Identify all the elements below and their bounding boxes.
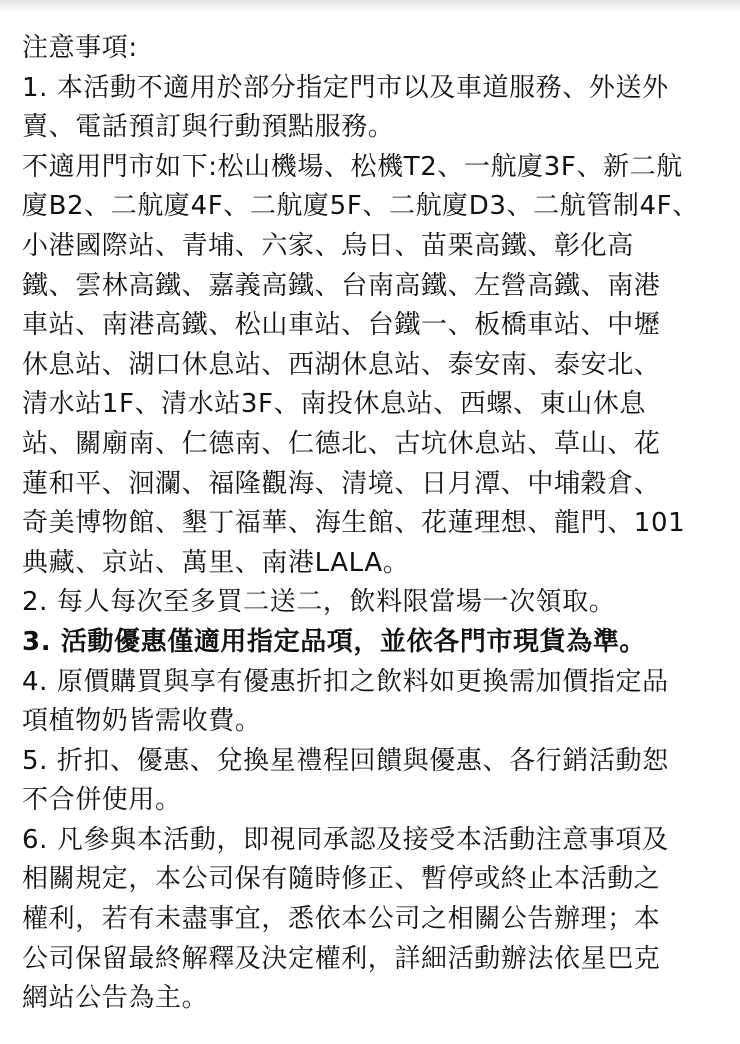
- notice-line: 不適用門市如下:松山機場、松機T2、一航廈3F、新二航: [22, 151, 683, 182]
- notice-line: 奇美博物館、墾丁福華、海生館、花蓮理想、龍門、101: [22, 508, 686, 539]
- notice-line: 站、關廟南、仁德南、仁德北、古坑休息站、草山、花: [22, 428, 661, 459]
- notice-text-block: [22, 29, 728, 1019]
- notice-line: 2. 每人每次至多買二送二，飲料限當場一次領取。: [22, 587, 616, 618]
- notice-line: 小港國際站、青埔、六家、烏日、苗栗高鐵、彰化高: [22, 230, 634, 261]
- notice-line: 不合併使用。: [22, 785, 182, 816]
- notice-line: 典藏、京站、萬里、南港LALA。: [22, 547, 410, 578]
- notice-line: 鐵、雲林高鐵、嘉義高鐵、台南高鐵、左營高鐵、南港: [22, 270, 661, 301]
- notice-line: 清水站1F、清水站3F、南投休息站、西螺、東山休息: [22, 389, 646, 420]
- notice-line: 項植物奶皆需收費。: [22, 706, 262, 737]
- notice-line-bold: 3. 活動優惠僅適用指定品項，並依各門市現貨為準。: [22, 626, 647, 657]
- notice-line: 網站公告為主。: [22, 983, 209, 1014]
- notice-heading: 注意事項:: [22, 33, 138, 63]
- notice-line: 車站、南港高鐵、松山車站、台鐵一、板橋車站、中壢: [22, 310, 661, 341]
- notice-line: 權利，若有未盡事宜，悉依本公司之相關公告辦理；本: [22, 904, 661, 935]
- notice-line: 賣、電話預訂與行動預點服務。: [22, 112, 395, 143]
- notice-line: 廈B2、二航廈4F、二航廈5F、二航廈D3、二航管制4F、: [22, 191, 699, 222]
- notice-line: 1. 本活動不適用於部分指定門市以及車道服務、外送外: [22, 72, 669, 103]
- notice-line: 蓮和平、洄瀾、福隆觀海、清境、日月潭、中埔穀倉、: [22, 468, 661, 499]
- notice-line: 5. 折扣、優惠、兌換星禮程回饋與優惠、各行銷活動恕: [22, 745, 669, 776]
- notice-line: 6. 凡參與本活動，即視同承認及接受本活動注意事項及: [22, 824, 669, 855]
- notice-line: 相關規定，本公司保有隨時修正、暫停或終止本活動之: [22, 864, 661, 895]
- notice-line: 休息站、湖口休息站、西湖休息站、泰安南、泰安北、: [22, 349, 661, 380]
- notice-line: 4. 原價購買與享有優惠折扣之飲料如更換需加價指定品: [22, 666, 669, 697]
- notice-line: 公司保留最終解釋及決定權利，詳細活動辦法依星巴克: [22, 943, 661, 974]
